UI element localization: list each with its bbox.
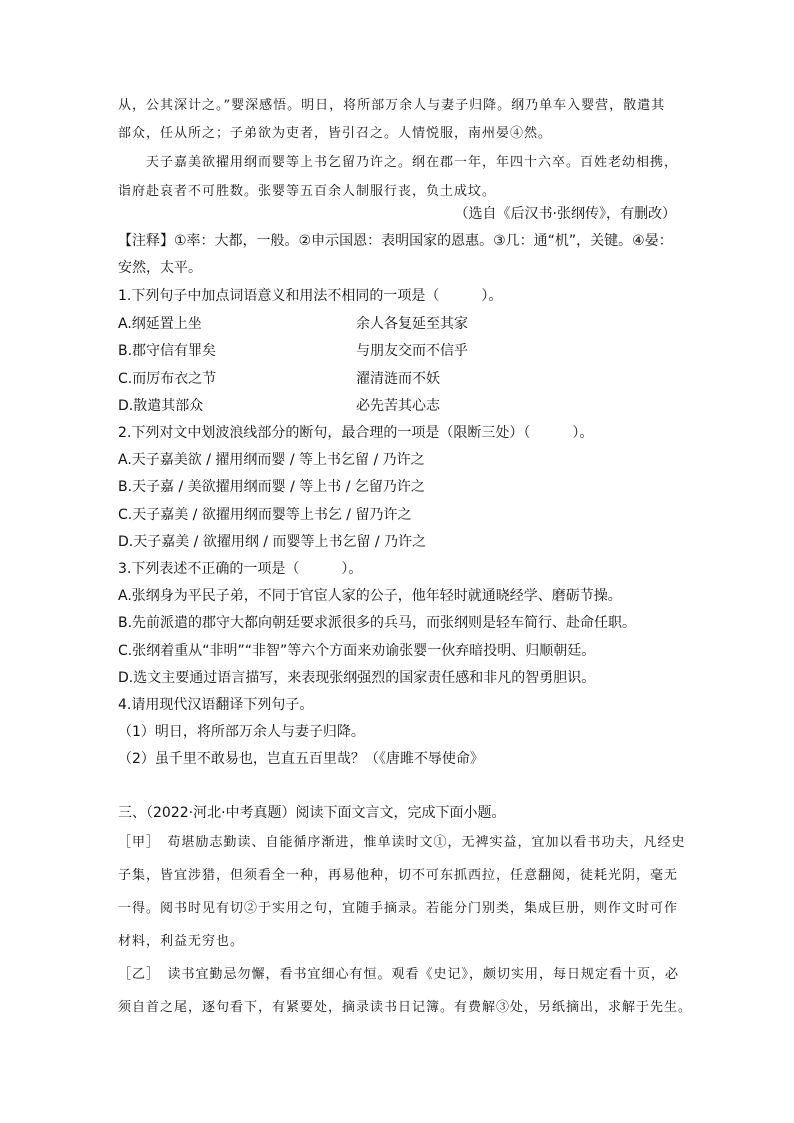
yi-passage-line: 须自首之尾，逐句看下，有紧要处，摘录读书日记簿。有费解③处，另纸摘出，求解于先生。 [118,1000,693,1015]
q4-item: （1）明日，将所部万余人与妻子归降。 [118,724,365,740]
question-3-stem: 3.下列表述不正确的一项是（ ）。 [118,561,363,577]
passage-line: 天子嘉美欲擢用纲而婴等上书乞留乃许之。纲在郡一年，年四十六卒。百姓老幼相携， [146,155,679,170]
q2-option: A.天子嘉美欲 / 擢用纲而婴 / 等上书乞留 / 乃许之 [118,452,425,468]
jia-passage-line: 材料，利益无穷也。 [118,934,245,949]
passage-line: 诣府赴哀者不可胜数。张婴等五百余人制服行丧，负土成坟。 [118,184,497,199]
notes-line: 安然，太平。 [118,260,202,276]
q1-option-right: 与朋友交而不信乎 [356,343,468,359]
q2-option: C.天子嘉美 / 欲擢用纲而婴等上书乞 / 留乃许之 [118,507,412,523]
question-2-stem: 2.下列对文中划波浪线部分的断句，最合理的一项是（限断三处）（ ）。 [118,425,594,441]
notes-line: 【注释】①率：大都，一般。②申示国恩：表明国家的恩惠。③几：通“机”，关键。④晏： [118,233,673,249]
q3-option: C.张纲着重从“非明”“非智”等六个方面来劝谕张婴一伙弃暗投明、归顺朝廷。 [118,643,596,659]
yi-passage-line: ［乙］ 读书宜勤忌勿懈，看书宜细心有恒。观看《史记》，颇切实用，每日规定看十页，必 [118,967,680,982]
q1-option-right: 必先苦其心志 [356,398,440,414]
q3-option: D.选文主要通过语言描写，来表现张纲强烈的国家责任感和非凡的智勇胆识。 [118,670,596,686]
jia-passage-line: 一得。阅书时见有切②于实用之句，宜随手摘录。若能分门别类，集成巨册，则作文时可作 [118,901,679,916]
q1-option-right: 余人各复延至其家 [356,316,468,332]
jia-passage-line: 子集，皆宜涉猎，但须看全一种，再易他种，切不可东抓西拉，任意翻阅，徒耗光阴，毫无 [118,868,679,883]
q3-option: A.张纲身为平民子弟，不同于官宦人家的公子，他年轻时就通晓经学、磨砺节操。 [118,588,622,604]
q1-option-left: B.郡守信有罪矣 [118,343,217,359]
passage-line: 从，公其深计之。”婴深感悟。明日，将所部万余人与妻子归降。纲乃单车入婴营，散遣其 [118,98,666,113]
q1-option-right: 濯清涟而不妖 [356,371,440,387]
section-3-title: 三、（2022·河北·中考真题）阅读下面文言文，完成下面小题。 [118,805,506,821]
question-1-stem: 1.下列句子中加点词语意义和用法不相同的一项是（ ）。 [118,288,503,304]
q4-item: （2）虽千里不敢易也，岂直五百里哉？（《唐雎不辱使命》 [118,751,484,767]
passage-source: （选自《后汉书·张纲传》，有删改） [454,206,676,222]
q2-option: D.天子嘉美 / 欲擢用纲 / 而婴等上书乞留 / 乃许之 [118,534,427,550]
jia-passage-line: ［甲］ 苟堪励志勤读、自能循序渐进，惟单读时文①，无裨实益，宜加以看书功夫，凡经史 [118,835,686,850]
question-4-stem: 4.请用现代汉语翻译下列句子。 [118,697,314,713]
q3-option: B.先前派遣的郡守大都向朝廷要求派很多的兵马，而张纲则是轻车简行、赴命任职。 [118,615,637,631]
q2-option: B.天子嘉 / 美欲擢用纲而婴 / 等上书 / 乞留乃许之 [118,479,425,495]
q1-option-left: D.散遣其部众 [118,398,204,414]
passage-line: 部众，任从所之；子弟欲为吏者，皆引召之。人情悦服，南州晏④然。 [118,126,553,141]
q1-option-left: A.纲延置上坐 [118,316,202,332]
q1-option-left: C.而厉布衣之节 [118,371,217,387]
